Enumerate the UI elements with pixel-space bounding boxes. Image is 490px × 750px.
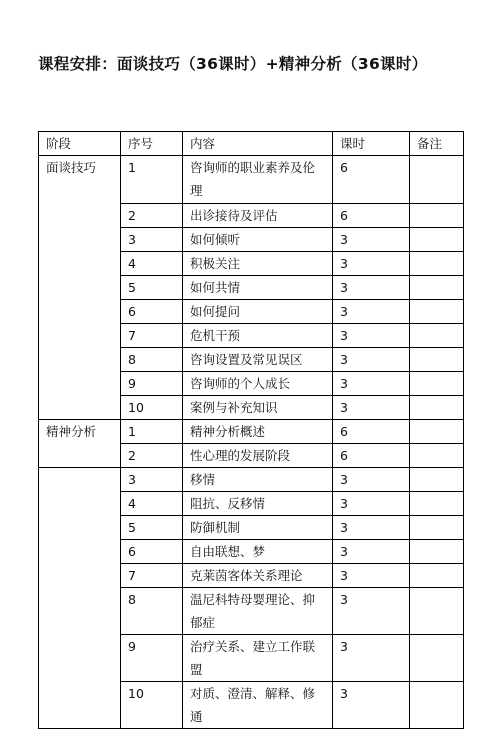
hours-cell: 3: [333, 348, 410, 372]
hours-cell: 3: [333, 468, 410, 492]
table-row: [39, 420, 464, 444]
note-cell: [410, 444, 464, 468]
content-cell: 对质、澄清、解释、修通: [183, 682, 333, 729]
note-cell: [410, 540, 464, 564]
table-row: [39, 468, 464, 492]
content-cell: 克莱茵客体关系理论: [183, 564, 333, 588]
hours-cell: 3: [333, 396, 410, 420]
hours-cell: 3: [333, 516, 410, 540]
note-cell: [410, 228, 464, 252]
table-header-row: [39, 132, 464, 156]
note-cell: [410, 682, 464, 729]
number-cell: 6: [121, 300, 183, 324]
schedule-table-part2: [38, 467, 464, 729]
table-row: [39, 156, 464, 204]
number-cell: 10: [121, 682, 183, 729]
header-stage: 阶段: [39, 132, 121, 156]
content-cell: 积极关注: [183, 252, 333, 276]
note-cell: [410, 276, 464, 300]
page-title: 课程安排：面谈技巧（36课时）+精神分析（36课时）: [38, 55, 428, 73]
header-hours: 课时: [333, 132, 410, 156]
stage-cell: [39, 468, 121, 729]
note-cell: [410, 348, 464, 372]
number-cell: 2: [121, 444, 183, 468]
content-cell: 如何倾听: [183, 228, 333, 252]
number-cell: 2: [121, 204, 183, 228]
content-cell: 出诊接待及评估: [183, 204, 333, 228]
stage-cell: 面谈技巧: [39, 156, 121, 420]
hours-cell: 3: [333, 588, 410, 635]
content-cell: 咨询设置及常见误区: [183, 348, 333, 372]
hours-cell: 3: [333, 682, 410, 729]
content-cell: 咨询师的个人成长: [183, 372, 333, 396]
note-cell: [410, 468, 464, 492]
hours-cell: 3: [333, 372, 410, 396]
hours-cell: 6: [333, 444, 410, 468]
note-cell: [410, 635, 464, 682]
number-cell: 1: [121, 156, 183, 204]
note-cell: [410, 420, 464, 444]
note-cell: [410, 588, 464, 635]
content-cell: 性心理的发展阶段: [183, 444, 333, 468]
hours-cell: 6: [333, 204, 410, 228]
note-cell: [410, 492, 464, 516]
content-cell: 精神分析概述: [183, 420, 333, 444]
hours-cell: 6: [333, 420, 410, 444]
hours-cell: 3: [333, 228, 410, 252]
number-cell: 5: [121, 516, 183, 540]
stage-cell: 精神分析: [39, 420, 121, 468]
note-cell: [410, 372, 464, 396]
content-cell: 案例与补充知识: [183, 396, 333, 420]
hours-cell: 3: [333, 492, 410, 516]
hours-cell: 3: [333, 635, 410, 682]
number-cell: 8: [121, 348, 183, 372]
note-cell: [410, 156, 464, 204]
hours-cell: 3: [333, 276, 410, 300]
hours-cell: 3: [333, 252, 410, 276]
number-cell: 9: [121, 372, 183, 396]
number-cell: 6: [121, 540, 183, 564]
schedule-table-part1: [38, 131, 464, 468]
header-note: 备注: [410, 132, 464, 156]
note-cell: [410, 516, 464, 540]
number-cell: 4: [121, 492, 183, 516]
number-cell: 10: [121, 396, 183, 420]
number-cell: 3: [121, 228, 183, 252]
number-cell: 5: [121, 276, 183, 300]
number-cell: 9: [121, 635, 183, 682]
number-cell: 4: [121, 252, 183, 276]
content-cell: 自由联想、梦: [183, 540, 333, 564]
hours-cell: 3: [333, 324, 410, 348]
content-cell: 咨询师的职业素养及伦理: [183, 156, 333, 204]
number-cell: 7: [121, 324, 183, 348]
number-cell: 8: [121, 588, 183, 635]
number-cell: 1: [121, 420, 183, 444]
note-cell: [410, 300, 464, 324]
content-cell: 治疗关系、建立工作联盟: [183, 635, 333, 682]
hours-cell: 3: [333, 564, 410, 588]
content-cell: 温尼科特母婴理论、抑郁症: [183, 588, 333, 635]
content-cell: 阻抗、反移情: [183, 492, 333, 516]
hours-cell: 6: [333, 156, 410, 204]
content-cell: 危机干预: [183, 324, 333, 348]
note-cell: [410, 564, 464, 588]
header-number: 序号: [121, 132, 183, 156]
hours-cell: 3: [333, 540, 410, 564]
content-cell: 防御机制: [183, 516, 333, 540]
note-cell: [410, 396, 464, 420]
header-content: 内容: [183, 132, 333, 156]
content-cell: 移情: [183, 468, 333, 492]
content-cell: 如何共情: [183, 276, 333, 300]
number-cell: 3: [121, 468, 183, 492]
note-cell: [410, 252, 464, 276]
note-cell: [410, 324, 464, 348]
note-cell: [410, 204, 464, 228]
hours-cell: 3: [333, 300, 410, 324]
number-cell: 7: [121, 564, 183, 588]
content-cell: 如何提问: [183, 300, 333, 324]
